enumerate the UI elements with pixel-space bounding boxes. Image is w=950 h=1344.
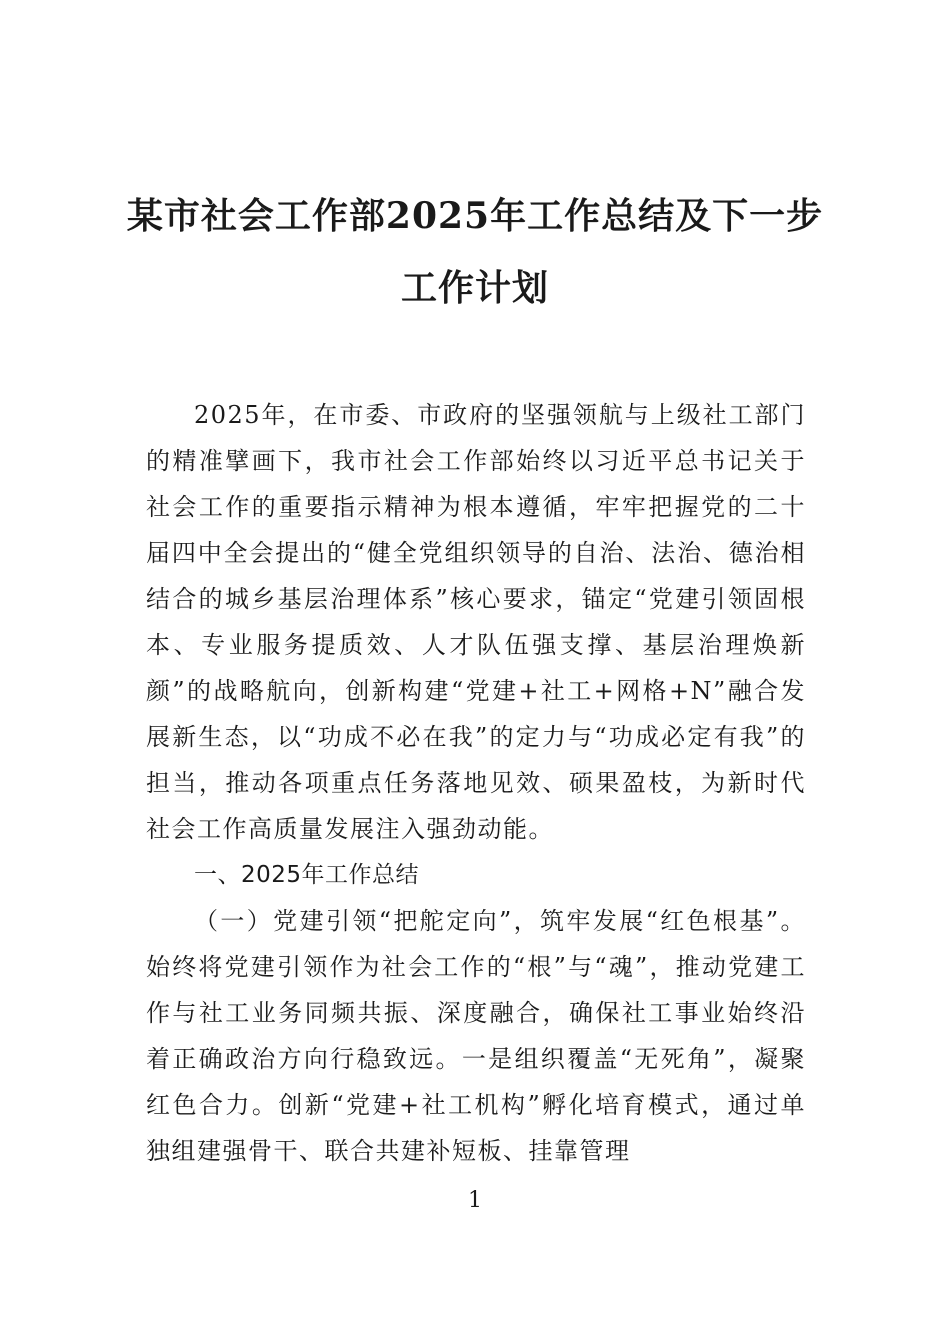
document-body [146,392,806,1174]
page-number: 1 [468,1188,482,1213]
section-heading: 一、2025年工作总结 [194,862,420,888]
subsection-paragraph: （一）党建引领“把舵定向”，筑牢发展“红色根基”。始终将党建引领作为社会工作的“根”与“魂”，推动党建工作与社工业务同频共振、深度融合，确保社工事业始终沿着正确政治方向行稳致远。一是组织覆盖“无死角”，凝聚红色合力。创新“党建+社工机构”孵化培育模式，通过单独组建强骨干、联合共建补短板、挂靠管理 [146,907,806,1165]
document-title-line-2: 工作计划 [400,267,549,309]
intro-paragraph: 2025年，在市委、市政府的坚强领航与上级社工部门的精准擘画下，我市社会工作部始终以习近平总书记关于社会工作的重要指示精神为根本遵循，牢牢把握党的二十届四中全会提出的“健全党组织领导的自治、法治、德治相结合的城乡基层治理体系”核心要求，锚定“党建引领固根本、专业服务提质效、人才队伍强支撑、基层治理焕新颜”的战略航向，创新构建“党建+社工+网格+N”融合发展新生态，以“功成不必在我”的定力与“功成必定有我”的担当，推动各项重点任务落地见效、硕果盈枝，为新时代社会工作高质量发展注入强劲动能。 [146,401,806,843]
document-title-line-1: 某市社会工作部2025年工作总结及下一步 [126,195,824,237]
